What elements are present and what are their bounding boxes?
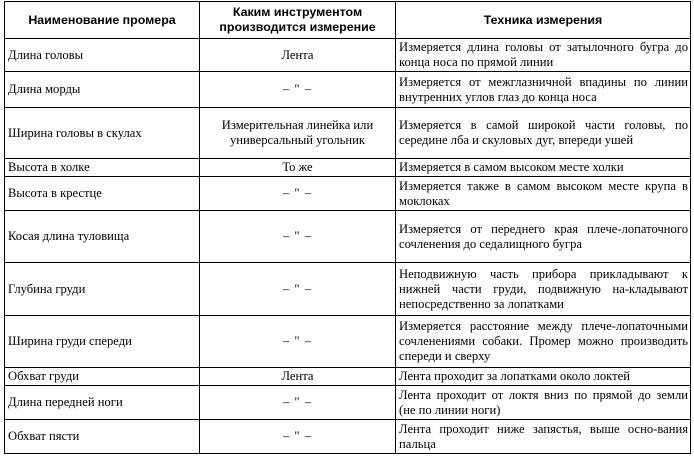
measurement-name: Обхват пясти — [5, 420, 200, 454]
measurement-name: Глубина груди — [5, 263, 200, 316]
table-row — [5, 177, 691, 211]
measurement-tool: – " – — [200, 263, 396, 316]
measurement-name: Косая длина туловища — [5, 211, 200, 263]
measurement-tool: Лента — [200, 39, 396, 72]
measurement-tool: Измерительная линейка или универсальный угольник — [200, 108, 396, 159]
table-row — [5, 108, 691, 159]
measurement-technique: Измеряется расстояние между плече-лопаточными сочленениями собаки. Промер можно производить спереди и сверху — [396, 316, 691, 368]
measurement-tool: – " – — [200, 420, 396, 454]
measurement-technique: Лента проходит от локтя вниз по прямой до земли (не по линии ноги) — [396, 386, 691, 420]
table-header-row — [5, 2, 691, 39]
measurement-name: Длина передней ноги — [5, 386, 200, 420]
measurement-tool: – " – — [200, 386, 396, 420]
measurement-name: Длина морды — [5, 72, 200, 108]
table-row — [5, 316, 691, 368]
table-row — [5, 211, 691, 263]
measurement-name: Ширина головы в скулах — [5, 108, 200, 159]
table-row — [5, 72, 691, 108]
measurement-technique: Измеряется от межглазничной впадины по линии внутренних углов глаз до конца носа — [396, 72, 691, 108]
table-row — [5, 39, 691, 72]
column-header-name: Наименование промера — [5, 2, 200, 39]
measurement-tool: – " – — [200, 211, 396, 263]
measurement-technique: Измеряется длина головы от затылочного бугра до конца носа по прямой линии — [396, 39, 691, 72]
measurement-technique: Неподвижную часть прибора прикладывают к нижней части груди, подвижную на-кладывают непосредственно за лопатками — [396, 263, 691, 316]
table-row — [5, 420, 691, 454]
measurement-name: Длина головы — [5, 39, 200, 72]
measurement-technique: Лента проходит за лопатками около локтей — [396, 368, 691, 386]
measurements-table — [4, 1, 691, 454]
measurement-tool: Лента — [200, 368, 396, 386]
table-row — [5, 368, 691, 386]
measurement-tool: – " – — [200, 316, 396, 368]
table-row — [5, 159, 691, 177]
column-header-technique: Техника измерения — [396, 2, 691, 39]
measurement-name: Обхват груди — [5, 368, 200, 386]
measurement-name: Высота в крестце — [5, 177, 200, 211]
measurement-technique: Измеряется также в самом высоком месте крупа в моклоках — [396, 177, 691, 211]
measurement-tool: – " – — [200, 72, 396, 108]
column-header-tool: Каким инструментом производится измерение — [200, 2, 396, 39]
measurement-name: Ширина груди спереди — [5, 316, 200, 368]
measurement-technique: Лента проходит ниже запястья, выше осно-вания пальца — [396, 420, 691, 454]
measurement-tool: – " – — [200, 177, 396, 211]
measurement-tool: То же — [200, 159, 396, 177]
measurement-name: Высота в холке — [5, 159, 200, 177]
measurement-technique: Измеряется в самой широкой части головы, по середине лба и скуловых дуг, впереди ушей — [396, 108, 691, 159]
measurement-technique: Измеряется в самом высоком месте холки — [396, 159, 691, 177]
table-row — [5, 263, 691, 316]
measurement-technique: Измеряется от переднего края плече-лопаточного сочленения до седалищного бугра — [396, 211, 691, 263]
table-row — [5, 386, 691, 420]
